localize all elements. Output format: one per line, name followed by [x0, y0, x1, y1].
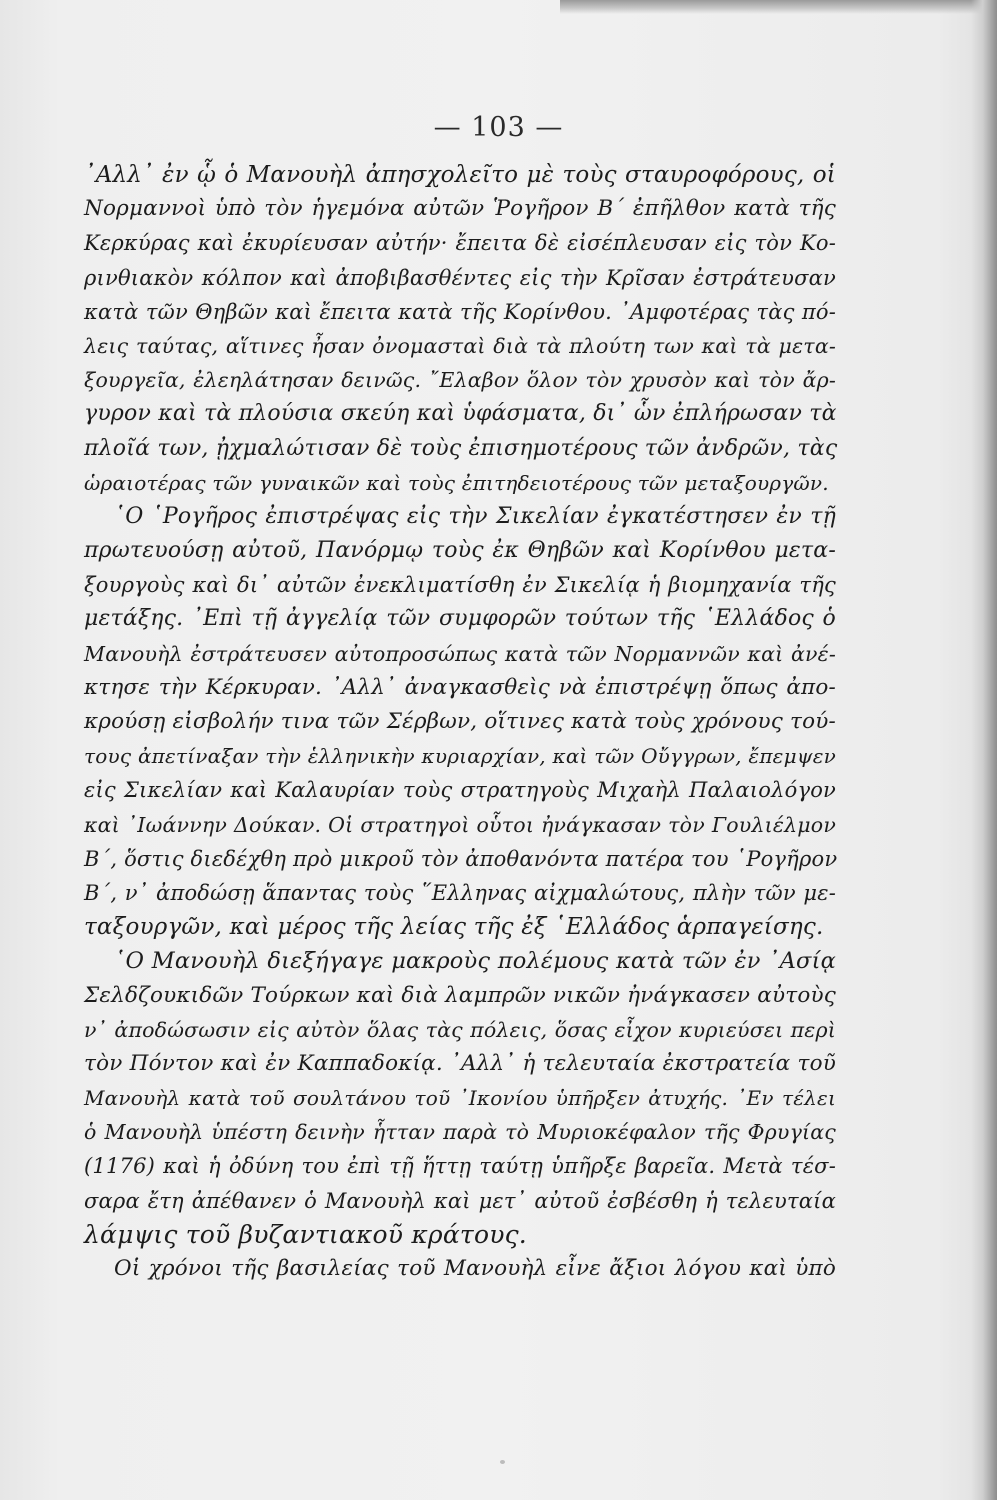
scan-right-edge-shadow — [971, 0, 997, 1500]
text-line: ᾽Αλλ᾽ ἐν ᾧ ὁ Μανουὴλ ἀπησχολεῖτο μὲ τοὺς σταυροφόρους, οἱ — [84, 162, 836, 188]
text-line: κτησε τὴν Κέρκυραν. ᾽Αλλ᾽ ἀναγκασθεὶς νὰ ἐπιστρέψῃ ὅπως ἀπο- — [84, 674, 836, 700]
text-line: μετάξης. ᾽Επὶ τῇ ἀγγελίᾳ τῶν συμφορῶν τούτων τῆς ῾Ελλάδος ὁ — [84, 606, 836, 632]
text-line: ξουργεῖα, ἐλεηλάτησαν δεινῶς. ῎Ελαβον ὅλον τὸν χρυσὸν καὶ τὸν ἄρ- — [84, 368, 836, 393]
text-line: εἰς Σικελίαν καὶ Καλαυρίαν τοὺς στρατηγοὺς Μιχαὴλ Παλαιολόγον — [84, 778, 836, 803]
body-text — [84, 158, 836, 1286]
text-line: σαρα ἔτη ἀπέθανεν ὁ Μανουὴλ καὶ μετ᾽ αὐτοῦ ἐσβέσθη ἡ τελευταία — [84, 1188, 836, 1213]
text-line: λάμψις τοῦ βυζαντιακοῦ κράτους. — [84, 1219, 527, 1249]
text-line: ν᾽ ἀποδώσωσιν εἰς αὐτὸν ὅλας τὰς πόλεις, ὅσας εἶχον κυριεύσει περὶ — [84, 1017, 836, 1042]
text-line: Β΄, ν᾽ ἀποδώσῃ ἅπαντας τοὺς ῞Ελληνας αἰχμαλώτους, πλὴν τῶν με- — [84, 880, 836, 905]
text-line: λεις ταύτας, αἵτινες ἦσαν ὀνομασταὶ διὰ τὰ πλούτη των καὶ τὰ μετα- — [84, 333, 836, 358]
text-line: Μανουὴλ ἐστράτευσεν αὐτοπροσώπως κατὰ τῶν Νορμαννῶν καὶ ἀνέ- — [84, 641, 836, 666]
text-line: Κερκύρας καὶ ἐκυρίευσαν αὐτήν· ἔπειτα δὲ εἰσέπλευσαν εἰς τὸν Κο- — [84, 231, 836, 256]
paragraph-start-line: ῾Ο ῾Ρογῆρος ἐπιστρέψας εἰς τὴν Σικελίαν ἐγκατέστησεν ἐν τῇ — [114, 503, 836, 529]
text-line: πρωτευούσῃ αὐτοῦ, Πανόρμῳ τοὺς ἐκ Θηβῶν καὶ Κορίνθου μετα- — [84, 538, 836, 564]
paragraph-start-line: Οἱ χρόνοι τῆς βασιλείας τοῦ Μανουὴλ εἶνε ἄξιοι λόγου καὶ ὑπὸ — [114, 1256, 836, 1281]
paper-speck — [500, 1460, 505, 1464]
text-line: ξουργοὺς καὶ δι᾽ αὐτῶν ἐνεκλιματίσθη ἐν Σικελίᾳ ἡ βιομηχανία τῆς — [84, 573, 836, 598]
text-line: κρούσῃ εἰσβολήν τινα τῶν Σέρβων, οἵτινες κατὰ τοὺς χρόνους τού- — [84, 709, 836, 734]
page-number: — 103 — — [433, 112, 564, 143]
text-line: γυρον καὶ τὰ πλούσια σκεύη καὶ ὑφάσματα, δι᾽ ὧν ἐπλήρωσαν τὰ — [84, 401, 837, 427]
scan-top-edge-shadow — [560, 0, 997, 14]
text-line: (1176) καὶ ἡ ὀδύνη του ἐπὶ τῇ ἥττῃ ταύτῃ ὑπῆρξε βαρεῖα. Μετὰ τέσ- — [84, 1154, 836, 1179]
paragraph-start-line: ῾Ο Μανουὴλ διεξήγαγε μακροὺς πολέμους κατὰ τῶν ἐν ᾽Ασίᾳ — [114, 948, 836, 975]
text-line: πλοῖά των, ᾐχμαλώτισαν δὲ τοὺς ἐπισημοτέρους τῶν ἀνδρῶν, τὰς — [84, 435, 838, 461]
text-line: Μανουὴλ κατὰ τοῦ σουλτάνου τοῦ ᾽Ικονίου ὑπῆρξεν ἀτυχής. ᾽Εν τέλει — [84, 1086, 836, 1111]
text-line: Β΄, ὅστις διεδέχθη πρὸ μικροῦ τὸν ἀποθανόντα πατέρα του ῾Ρογῆρον — [84, 846, 838, 871]
text-line: Νορμαννοὶ ὑπὸ τὸν ἡγεμόνα αὐτῶν Ῥογῆρον Β΄ ἐπῆλθον κατὰ τῆς — [84, 196, 836, 222]
text-line: καὶ ᾽Ιωάννην Δούκαν. Οἱ στρατηγοὶ οὗτοι ἠνάγκασαν τὸν Γουλιέλμον — [84, 812, 836, 837]
text-line: Σελδζουκιδῶν Τούρκων καὶ διὰ λαμπρῶν νικῶν ἠνάγκασεν αὐτοὺς — [84, 982, 836, 1008]
text-line: ὁ Μανουὴλ ὑπέστη δεινὴν ἧτταν παρὰ τὸ Μυριοκέφαλον τῆς Φρυγίας — [84, 1120, 836, 1145]
text-line: ρινθιακὸν κόλπον καὶ ἀποβιβασθέντες εἰς τὴν Κρῖσαν ἐστράτευσαν — [84, 265, 836, 290]
text-line: ὡραιοτέρας τῶν γυναικῶν καὶ τοὺς ἐπιτηδειοτέρους τῶν μεταξουργῶν. — [84, 470, 829, 495]
text-line: τους ἀπετίναξαν τὴν ἑλληνικὴν κυριαρχίαν, καὶ τῶν Οὔγγρων, ἔπεμψεν — [84, 744, 836, 769]
text-line: τὸν Πόντον καὶ ἐν Καππαδοκίᾳ. ᾽Αλλ᾽ ἡ τελευταία ἐκστρατεία τοῦ — [84, 1050, 836, 1076]
text-line: κατὰ τῶν Θηβῶν καὶ ἔπειτα κατὰ τῆς Κορίνθου. ᾽Αμφοτέρας τὰς πό- — [84, 299, 836, 324]
text-line: ταξουργῶν, καὶ μέρος τῆς λείας τῆς ἐξ ῾Ελλάδος ἁρπαγείσης. — [84, 914, 824, 941]
